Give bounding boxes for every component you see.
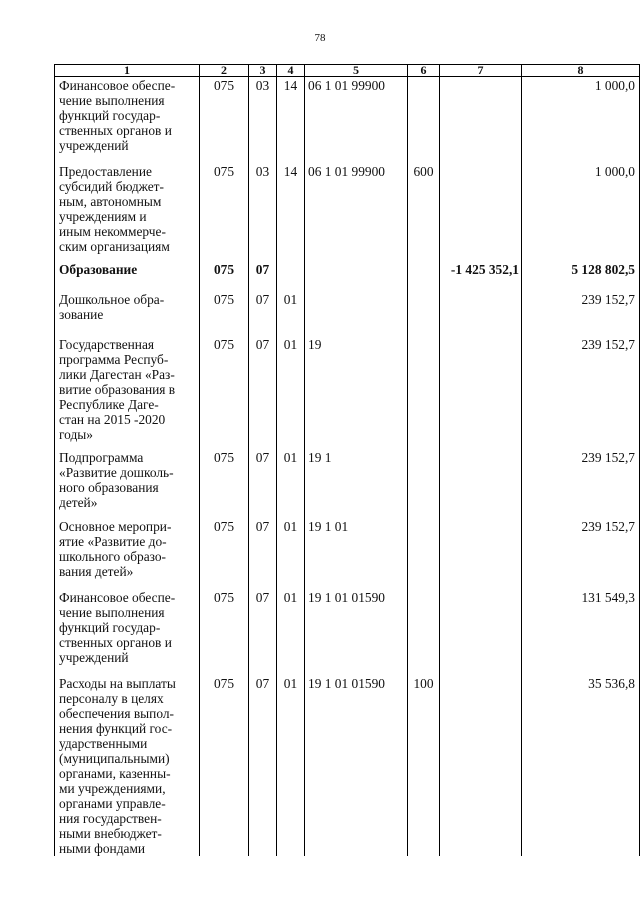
cell-change-amount: [440, 291, 522, 336]
cell-expense-type: [408, 336, 440, 449]
column-header-6: 6: [408, 65, 440, 77]
table-row: [55, 449, 640, 518]
cell-ministry-code: 075: [200, 77, 249, 163]
header-row: [55, 65, 640, 77]
cell-expense-type: [408, 589, 440, 675]
table-row: [55, 261, 640, 291]
cell-change-amount: [440, 336, 522, 449]
cell-subsection-code: 01: [277, 589, 305, 675]
cell-name: Финансовое обеспе- чение выполнения функций государ- ственных органов и учреждений: [55, 77, 200, 163]
table-row: [55, 77, 640, 163]
cell-subsection-code: 01: [277, 291, 305, 336]
cell-target-article: 06 1 01 99900: [305, 77, 408, 163]
cell-name: Подпрограмма «Развитие дошколь- ного образования детей»: [55, 449, 200, 518]
cell-target-article: 19 1: [305, 449, 408, 518]
cell-expense-type: [408, 261, 440, 291]
cell-change-amount: [440, 518, 522, 589]
cell-change-amount: [440, 77, 522, 163]
column-header-7: 7: [440, 65, 522, 77]
cell-target-article: 06 1 01 99900: [305, 163, 408, 261]
column-header-1: 1: [55, 65, 200, 77]
cell-total-amount: 239 152,7: [522, 518, 640, 589]
cell-section-code: 07: [249, 449, 277, 518]
cell-change-amount: [440, 675, 522, 856]
cell-section-code: 07: [249, 261, 277, 291]
cell-subsection-code: 01: [277, 336, 305, 449]
table-row: [55, 291, 640, 336]
cell-section-code: 07: [249, 589, 277, 675]
cell-subsection-code: [277, 261, 305, 291]
cell-total-amount: 239 152,7: [522, 449, 640, 518]
cell-ministry-code: 075: [200, 589, 249, 675]
table-body: [55, 77, 640, 856]
cell-section-code: 07: [249, 518, 277, 589]
cell-section-code: 07: [249, 336, 277, 449]
cell-name: Государственная программа Респуб- лики Дагестан «Раз- витие образования в Республике Даге- стан на 2015 -2020 годы»: [55, 336, 200, 449]
cell-change-amount: [440, 449, 522, 518]
cell-name: Образование: [55, 261, 200, 291]
cell-ministry-code: 075: [200, 261, 249, 291]
column-header-3: 3: [249, 65, 277, 77]
cell-expense-type: 100: [408, 675, 440, 856]
cell-expense-type: [408, 291, 440, 336]
page-number: 78: [314, 32, 326, 44]
cell-total-amount: 239 152,7: [522, 336, 640, 449]
column-header-8: 8: [522, 65, 640, 77]
cell-expense-type: [408, 77, 440, 163]
cell-total-amount: 131 549,3: [522, 589, 640, 675]
cell-section-code: 03: [249, 77, 277, 163]
cell-name: Предоставление субсидий бюджет- ным, автономным учреждениям и иным некоммерче- ским организациям: [55, 163, 200, 261]
column-header-2: 2: [200, 65, 249, 77]
table-row: [55, 163, 640, 261]
cell-expense-type: [408, 449, 440, 518]
cell-total-amount: 5 128 802,5: [522, 261, 640, 291]
cell-section-code: 07: [249, 675, 277, 856]
cell-subsection-code: 01: [277, 675, 305, 856]
cell-subsection-code: 01: [277, 449, 305, 518]
cell-ministry-code: 075: [200, 518, 249, 589]
cell-ministry-code: 075: [200, 163, 249, 261]
cell-target-article: [305, 291, 408, 336]
cell-subsection-code: 14: [277, 163, 305, 261]
column-header-5: 5: [305, 65, 408, 77]
cell-target-article: 19 1 01 01590: [305, 675, 408, 856]
cell-ministry-code: 075: [200, 449, 249, 518]
budget-table: [54, 64, 640, 856]
cell-section-code: 07: [249, 291, 277, 336]
cell-change-amount: [440, 163, 522, 261]
table-row: [55, 675, 640, 856]
table-row: [55, 518, 640, 589]
cell-name: Дошкольное обра- зование: [55, 291, 200, 336]
cell-change-amount: [440, 589, 522, 675]
cell-ministry-code: 075: [200, 336, 249, 449]
cell-target-article: [305, 261, 408, 291]
column-header-4: 4: [277, 65, 305, 77]
cell-target-article: 19 1 01: [305, 518, 408, 589]
table-row: [55, 589, 640, 675]
cell-subsection-code: 01: [277, 518, 305, 589]
cell-name: Расходы на выплаты персоналу в целях обеспечения выпол- нения функций гос- ударственными (муниципальными) органами, казенны- ми учреждениями, органами управле- ния государствен- ными внебюджет- ными фондами: [55, 675, 200, 856]
cell-section-code: 03: [249, 163, 277, 261]
cell-total-amount: 239 152,7: [522, 291, 640, 336]
cell-subsection-code: 14: [277, 77, 305, 163]
cell-target-article: 19: [305, 336, 408, 449]
cell-total-amount: 35 536,8: [522, 675, 640, 856]
cell-change-amount: -1 425 352,1: [440, 261, 522, 291]
cell-name: Основное меропри- ятие «Развитие до- школьного образо- вания детей»: [55, 518, 200, 589]
cell-expense-type: 600: [408, 163, 440, 261]
cell-name: Финансовое обеспе- чение выполнения функций государ- ственных органов и учреждений: [55, 589, 200, 675]
cell-target-article: 19 1 01 01590: [305, 589, 408, 675]
cell-total-amount: 1 000,0: [522, 163, 640, 261]
cell-ministry-code: 075: [200, 675, 249, 856]
table-row: [55, 336, 640, 449]
cell-total-amount: 1 000,0: [522, 77, 640, 163]
cell-ministry-code: 075: [200, 291, 249, 336]
cell-expense-type: [408, 518, 440, 589]
